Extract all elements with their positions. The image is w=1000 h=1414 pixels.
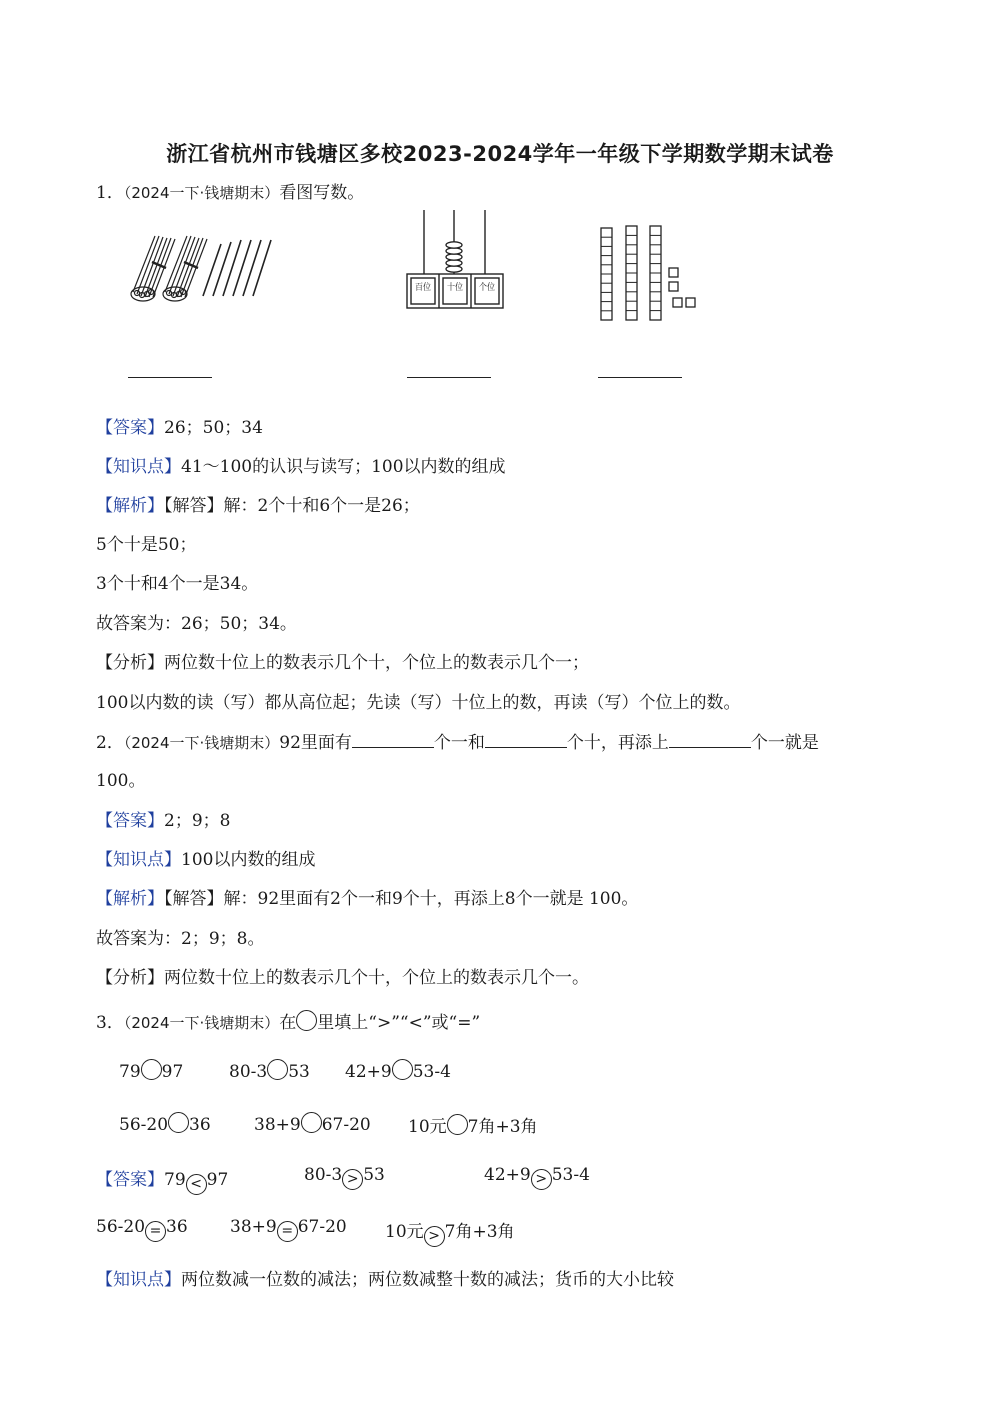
compare-right: 36	[189, 1115, 211, 1135]
question-2-stem-cont: 100。	[96, 771, 146, 791]
compare-right: 7角+3角	[467, 1117, 538, 1137]
q3-knowledge-row	[96, 1265, 674, 1290]
compare-left: 38+9	[230, 1217, 277, 1237]
compare-left: 42+9	[484, 1165, 531, 1185]
answer-line-3[interactable]	[598, 377, 682, 378]
abacus-label-hundreds: 百位	[415, 283, 434, 293]
compare-item	[229, 1059, 310, 1082]
q2-line: 故答案为：2；9；8。	[96, 929, 265, 949]
compare-right: 53-4	[412, 1062, 451, 1082]
stem-part: 里填上“>”“<”或“=”	[317, 1013, 481, 1033]
knowledge-text: 两位数减一位数的减法；两位数减整十数的减法；货币的大小比较	[181, 1270, 674, 1290]
compare-right: 97	[206, 1170, 229, 1190]
answer-text: 2；9；8	[164, 811, 231, 831]
stem-part: 92里面有	[279, 733, 352, 753]
compare-right: 53-4	[551, 1165, 590, 1185]
compare-circle-filled: <	[186, 1174, 207, 1195]
answer-tag: 【答案】	[96, 418, 164, 438]
compare-left: 80-3	[229, 1062, 268, 1082]
compare-right: 7角+3角	[444, 1222, 515, 1242]
q2-answer-row	[96, 806, 230, 831]
compare-circle-blank[interactable]	[447, 1114, 468, 1135]
compare-left: 56-20	[119, 1115, 169, 1135]
question-source: （2024一下·钱塘期末）	[123, 184, 280, 202]
explanation-text: 【解答】解：2个十和6个一是26；	[164, 496, 420, 516]
question-2-stem	[96, 728, 819, 753]
page-title: 浙江省杭州市钱塘区多校2023-2024学年一年级下学期数学期末试卷	[166, 142, 834, 166]
compare-left: 10元	[385, 1222, 424, 1242]
knowledge-text: 100以内数的组成	[181, 850, 316, 870]
q1-line-3: 故答案为：26；50；34。	[96, 614, 297, 634]
compare-right: 36	[166, 1217, 188, 1237]
q1-analysis: 【分析】两位数十位上的数表示几个十，个位上的数表示几个一；	[96, 653, 589, 673]
blank-ones[interactable]	[352, 731, 434, 748]
compare-right: 67-20	[321, 1115, 371, 1135]
compare-answer	[304, 1165, 385, 1190]
compare-item	[408, 1112, 538, 1137]
compare-circle-filled: >	[531, 1169, 552, 1190]
abacus-figure	[405, 208, 505, 312]
question-number: 1．	[96, 183, 124, 203]
compare-circle-filled: =	[277, 1221, 298, 1242]
compare-item	[119, 1059, 183, 1082]
q2-analysis: 【分析】两位数十位上的数表示几个十，个位上的数表示几个一。	[96, 968, 589, 988]
q1-line-1: 5个十是50；	[96, 535, 197, 555]
compare-item	[254, 1112, 371, 1135]
sticks-bundle-figure	[125, 230, 275, 305]
compare-circle-blank[interactable]	[392, 1059, 413, 1080]
compare-answer	[484, 1165, 590, 1190]
q1-explanation-row	[96, 491, 420, 516]
compare-left: 56-20	[96, 1217, 146, 1237]
compare-item	[345, 1059, 451, 1082]
abacus-label-tens: 十位	[447, 283, 466, 293]
q2-knowledge-row	[96, 845, 315, 870]
compare-left: 79	[164, 1170, 186, 1190]
q3-answer-row	[96, 1165, 228, 1195]
stem-part: 个一和	[433, 733, 485, 753]
question-1-stem	[96, 178, 364, 203]
compare-item	[119, 1112, 211, 1135]
question-source: （2024一下·钱塘期末）	[123, 734, 280, 752]
explanation-tag: 【解析】	[96, 496, 164, 516]
knowledge-tag: 【知识点】	[96, 457, 181, 477]
question-number: 2．	[96, 733, 124, 753]
compare-right: 53	[288, 1062, 310, 1082]
circle-icon	[296, 1010, 317, 1031]
compare-right: 67-20	[297, 1217, 347, 1237]
answer-tag: 【答案】	[96, 1170, 164, 1190]
compare-circle-filled: >	[424, 1226, 445, 1247]
compare-circle-blank[interactable]	[267, 1059, 288, 1080]
answer-line-2[interactable]	[407, 377, 491, 378]
compare-right: 97	[161, 1062, 184, 1082]
compare-circle-blank[interactable]	[141, 1059, 162, 1080]
explanation-text: 【解答】解：92里面有2个一和9个十，再添上8个一就是 100。	[164, 889, 639, 909]
q1-answer-row	[96, 413, 263, 438]
compare-right: 53	[363, 1165, 385, 1185]
base-ten-blocks-figure	[598, 222, 708, 324]
compare-answer	[96, 1217, 188, 1242]
compare-answer	[230, 1217, 347, 1242]
answer-line-1[interactable]	[128, 377, 212, 378]
explanation-tag: 【解析】	[96, 889, 164, 909]
q1-knowledge-row	[96, 452, 506, 477]
stem-part: 个十，再添上	[566, 733, 669, 753]
answer-text: 26；50；34	[164, 418, 263, 438]
stem-part: 个一就是	[750, 733, 819, 753]
compare-circle-filled: =	[145, 1221, 166, 1242]
compare-circle-filled: >	[342, 1169, 363, 1190]
knowledge-tag: 【知识点】	[96, 1270, 181, 1290]
compare-answer	[385, 1217, 515, 1247]
stem-part: 在	[279, 1013, 297, 1033]
abacus-label-ones: 个位	[479, 283, 498, 293]
question-number: 3．	[96, 1013, 124, 1033]
compare-left: 80-3	[304, 1165, 343, 1185]
q1-line-2: 3个十和4个一是34。	[96, 574, 259, 594]
question-text: 看图写数。	[279, 183, 365, 203]
question-source: （2024一下·钱塘期末）	[123, 1014, 280, 1032]
compare-left: 38+9	[254, 1115, 301, 1135]
q2-explanation-row	[96, 884, 638, 909]
q1-analysis-2: 100以内数的读（写）都从高位起；先读（写）十位上的数，再读（写）个位上的数。	[96, 693, 741, 713]
question-3-stem	[96, 1008, 480, 1033]
blank-tens[interactable]	[485, 731, 567, 748]
compare-circle-blank[interactable]	[301, 1112, 322, 1133]
blank-add[interactable]	[669, 731, 751, 748]
compare-left: 10元	[408, 1117, 447, 1137]
knowledge-tag: 【知识点】	[96, 850, 181, 870]
knowledge-text: 41～100的认识与读写；100以内数的组成	[181, 457, 506, 477]
answer-tag: 【答案】	[96, 811, 164, 831]
compare-left: 79	[119, 1062, 141, 1082]
compare-left: 42+9	[345, 1062, 392, 1082]
compare-circle-blank[interactable]	[168, 1112, 189, 1133]
